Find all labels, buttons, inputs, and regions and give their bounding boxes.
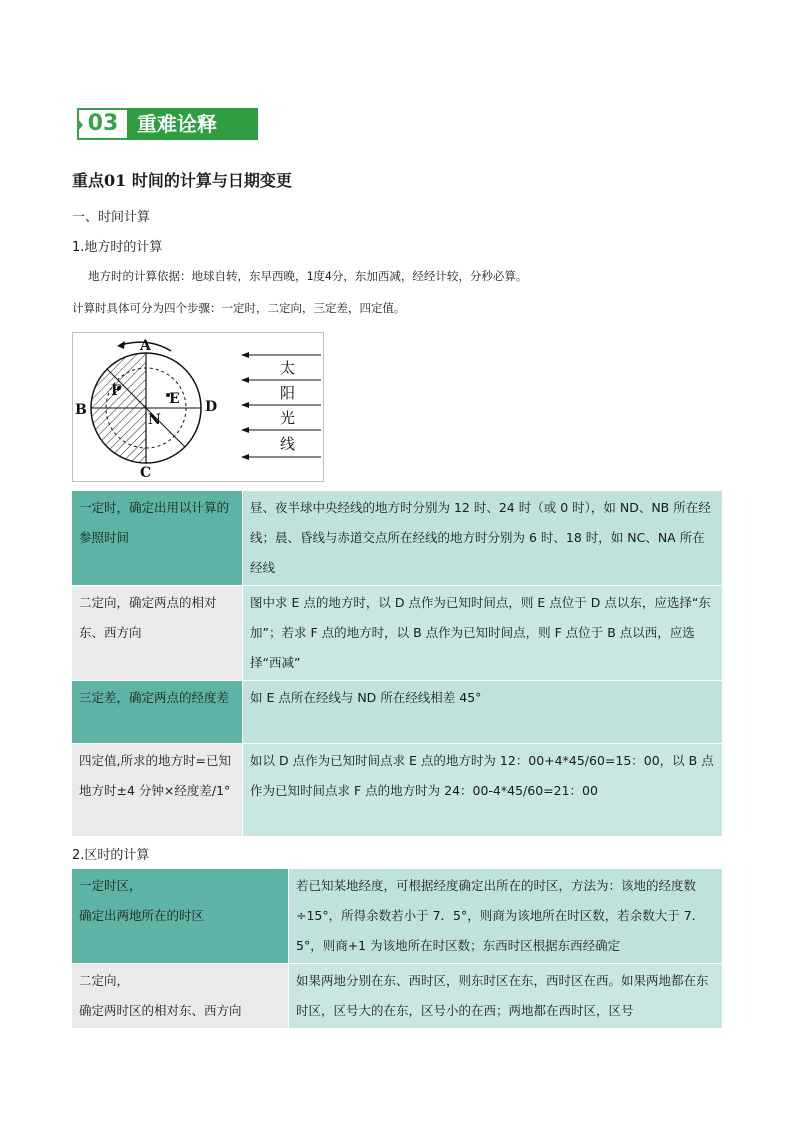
table-cell-body: 如以 D 点作为已知时间点求 E 点的地方时为 12：00+4*45/60=15：00，以 B 点作为已知时间点求 F 点的地方时为 24：00-4*45/60=21：00 bbox=[243, 744, 723, 837]
section-badge bbox=[77, 108, 258, 140]
subheading-local-time: 1.地方时的计算 bbox=[72, 240, 163, 255]
earth-rotation-diagram bbox=[72, 332, 324, 482]
table-row bbox=[72, 744, 723, 837]
table-cell-head: 二定向， 确定两时区的相对东、西方向 bbox=[72, 964, 289, 1029]
table-cell-body: 如 E 点所在经线与 ND 所在经线相差 45° bbox=[243, 681, 723, 744]
section-number: 03 bbox=[77, 108, 127, 140]
table-row bbox=[72, 491, 723, 586]
local-time-steps-table bbox=[71, 490, 723, 837]
label-c: C bbox=[140, 465, 152, 481]
paragraph-steps: 计算时具体可分为四个步骤：一定时，二定向，三定差，四定值。 bbox=[72, 301, 406, 315]
zone-time-steps-table bbox=[71, 868, 723, 1029]
table-cell-head: 四定值,所求的地方时=已知地方时±4 分钟×经度差/1° bbox=[72, 744, 243, 837]
sun-char-2: 阳 bbox=[280, 384, 296, 402]
label-a: A bbox=[140, 338, 151, 354]
table-cell-body: 若已知某地经度，可根据经度确定出所在的时区，方法为：该地的经度数÷15°，所得余数若小于 7．5°，则商为该地所在时区数，若余数大于 7．5°，则商+1 为该地所在时区数；东西时区根据东西经确定 bbox=[289, 869, 723, 964]
table-cell-head: 二定向，确定两点的相对东、西方向 bbox=[72, 586, 243, 681]
sun-char-1: 太 bbox=[280, 359, 296, 377]
section-title: 重难诠释 bbox=[127, 108, 258, 140]
rotation-arrow-head bbox=[117, 341, 125, 349]
table-cell-head: 三定差，确定两点的经度差 bbox=[72, 681, 243, 744]
diagram-svg bbox=[73, 333, 323, 481]
label-f: F bbox=[111, 383, 121, 399]
table-cell-body: 图中求 E 点的地方时，以 D 点作为已知时间点，则 E 点位于 D 点以东，应选择“东加”；若求 F 点的地方时，以 B 点作为已知时间点，则 F 点位于 B 点以西，应选择“西减” bbox=[243, 586, 723, 681]
table-cell-head: 一定时，确定出用以计算的参照时间 bbox=[72, 491, 243, 586]
subheading-time-calc: 一、时间计算 bbox=[72, 210, 151, 225]
table-row bbox=[72, 681, 723, 744]
table-row bbox=[72, 869, 723, 964]
sun-char-4: 线 bbox=[280, 435, 296, 453]
table-row bbox=[72, 586, 723, 681]
table-cell-head: 一定时区， 确定出两地所在的时区 bbox=[72, 869, 289, 964]
label-e: E bbox=[169, 391, 180, 407]
table-row bbox=[72, 964, 723, 1029]
table-cell-body: 昼、夜半球中央经线的地方时分别为 12 时、24 时（或 0 时），如 ND、NB 所在经线；晨、昏线与赤道交点所在经线的地方时分别为 6 时、18 时，如 NC、NA 所在经线 bbox=[243, 491, 723, 586]
label-b: B bbox=[75, 402, 87, 418]
paragraph-basis: 地方时的计算依据：地球自转，东早西晚，1度4分，东加西减，经经计较，分秒必算。 bbox=[88, 269, 528, 283]
key-point-heading: 重点01 时间的计算与日期变更 bbox=[72, 171, 292, 190]
label-n: N bbox=[148, 412, 161, 428]
sun-char-3: 光 bbox=[280, 409, 296, 427]
table-cell-body: 如果两地分别在东、西时区，则东时区在东，西时区在西。如果两地都在东时区，区号大的在东，区号小的在西；两地都在西时区，区号 bbox=[289, 964, 723, 1029]
label-d: D bbox=[205, 399, 218, 415]
subheading-zone-time: 2.区时的计算 bbox=[72, 848, 150, 863]
